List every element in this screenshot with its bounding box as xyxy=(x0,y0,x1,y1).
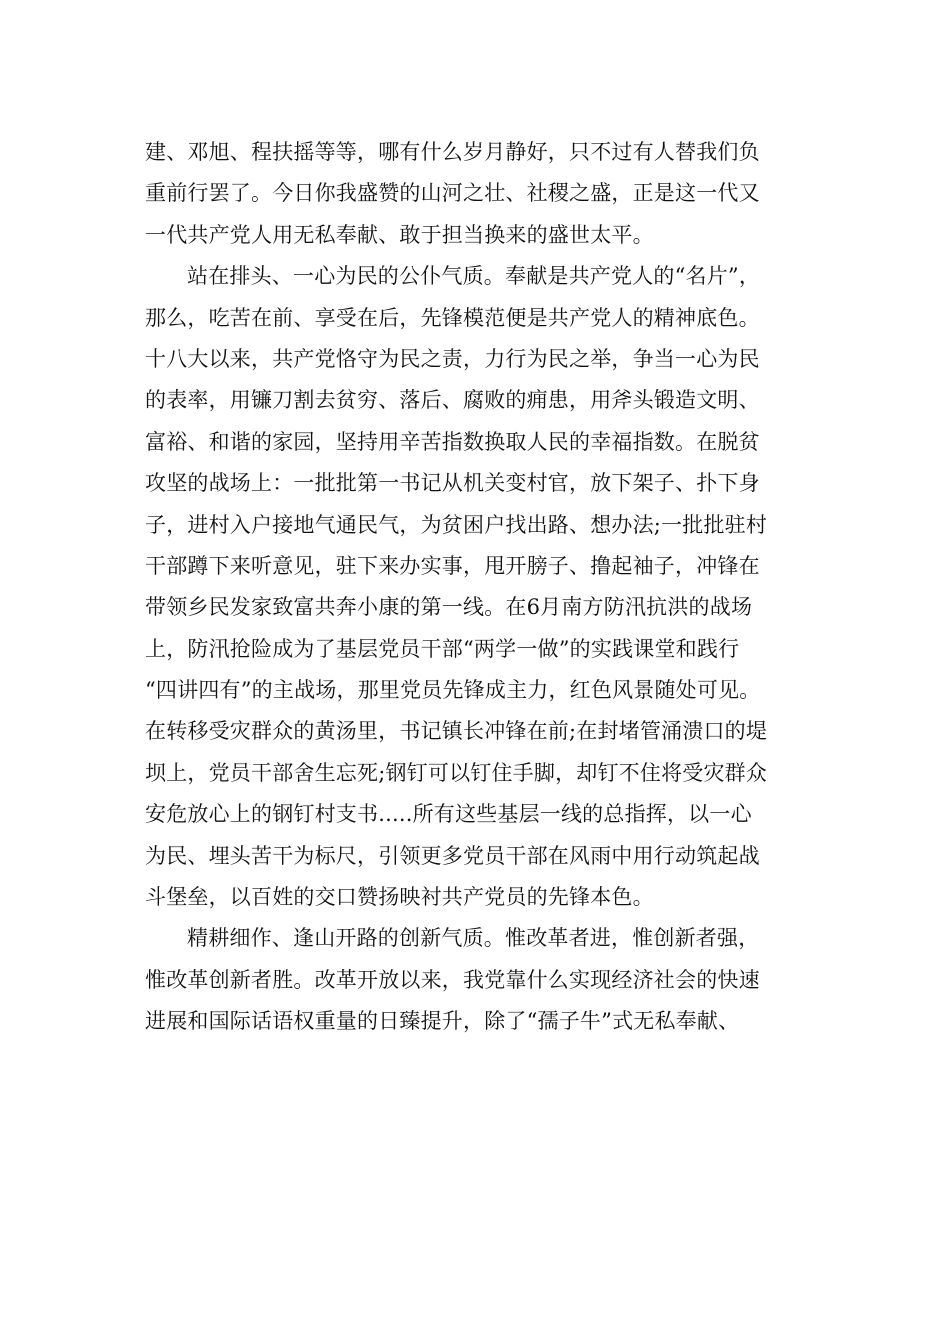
text-line: 为民、埋头苦干为标尺，引领更多党员干部在风雨中用行动筑起战 xyxy=(145,843,760,868)
text-line: “四讲四有”的主战场，那里党员先锋成主力，红色风景随处可见。 xyxy=(145,678,761,703)
text-line: 干部蹲下来听意见，驻下来办实事，甩开膀子、撸起袖子，冲锋在 xyxy=(145,553,760,578)
text-line: 坝上，党员干部舍生忘死;钢钉可以钉住手脚，却钉不住将受灾群众 xyxy=(145,760,768,785)
text-line: 富裕、和谐的家园，坚持用辛苦指数换取人民的幸福指数。在脱贫 xyxy=(145,429,760,454)
text-line: 重前行罢了。今日你我盛赞的山河之壮、社稷之盛，正是这一代又 xyxy=(145,181,760,206)
text-line: 惟改革创新者胜。改革开放以来，我党靠什么实现经济社会的快速 xyxy=(145,967,760,992)
text-line: 十八大以来，共产党恪守为民之责，力行为民之举，争当一心为民 xyxy=(145,346,760,371)
text-line: 带领乡民发家致富共奔小康的第一线。在6月南方防汛抗洪的战场 xyxy=(145,595,753,620)
text-line: 的表率，用镰刀割去贫穷、落后、腐败的痈患，用斧头锻造文明、 xyxy=(145,388,760,413)
text-line: 上，防汛抢险成为了基层党员干部“两学一做”的实践课堂和践行 xyxy=(145,636,740,661)
text-line: 斗堡垒，以百姓的交口赞扬映衬共产党员的先锋本色。 xyxy=(145,885,654,910)
text-line: 精耕细作、逢山开路的创新气质。惟改革者进，惟创新者强， xyxy=(187,926,760,951)
text-line: 子，进村入户接地气通民气，为贫困户找出路、想办法;一批批驻村 xyxy=(145,512,768,537)
text-line: 进展和国际话语权重量的日臻提升，除了“孺子牛”式无私奉献、 xyxy=(145,1009,740,1034)
text-line: 那么，吃苦在前、享受在后，先锋模范便是共产党人的精神底色。 xyxy=(145,305,760,330)
text-line: 站在排头、一心为民的公仆气质。奉献是共产党人的“名片”， xyxy=(187,264,761,289)
text-line: 建、邓旭、程扶摇等等，哪有什么岁月静好，只不过有人替我们负 xyxy=(145,140,760,164)
body-text xyxy=(145,132,810,1043)
paragraph-2 xyxy=(145,256,810,918)
text-line: 一代共产党人用无私奉献、敢于担当换来的盛世太平。 xyxy=(145,222,654,247)
text-line: 攻坚的战场上：一批批第一书记从机关变村官，放下架子、扑下身 xyxy=(145,471,760,496)
paragraph-1 xyxy=(145,132,810,256)
text-line: 在转移受灾群众的黄汤里，书记镇长冲锋在前;在封堵管涌溃口的堤 xyxy=(145,719,768,744)
paragraph-3 xyxy=(145,918,810,1042)
text-line: 安危放心上的钢钉村支书.....所有这些基层一线的总指挥，以一心 xyxy=(145,802,752,827)
